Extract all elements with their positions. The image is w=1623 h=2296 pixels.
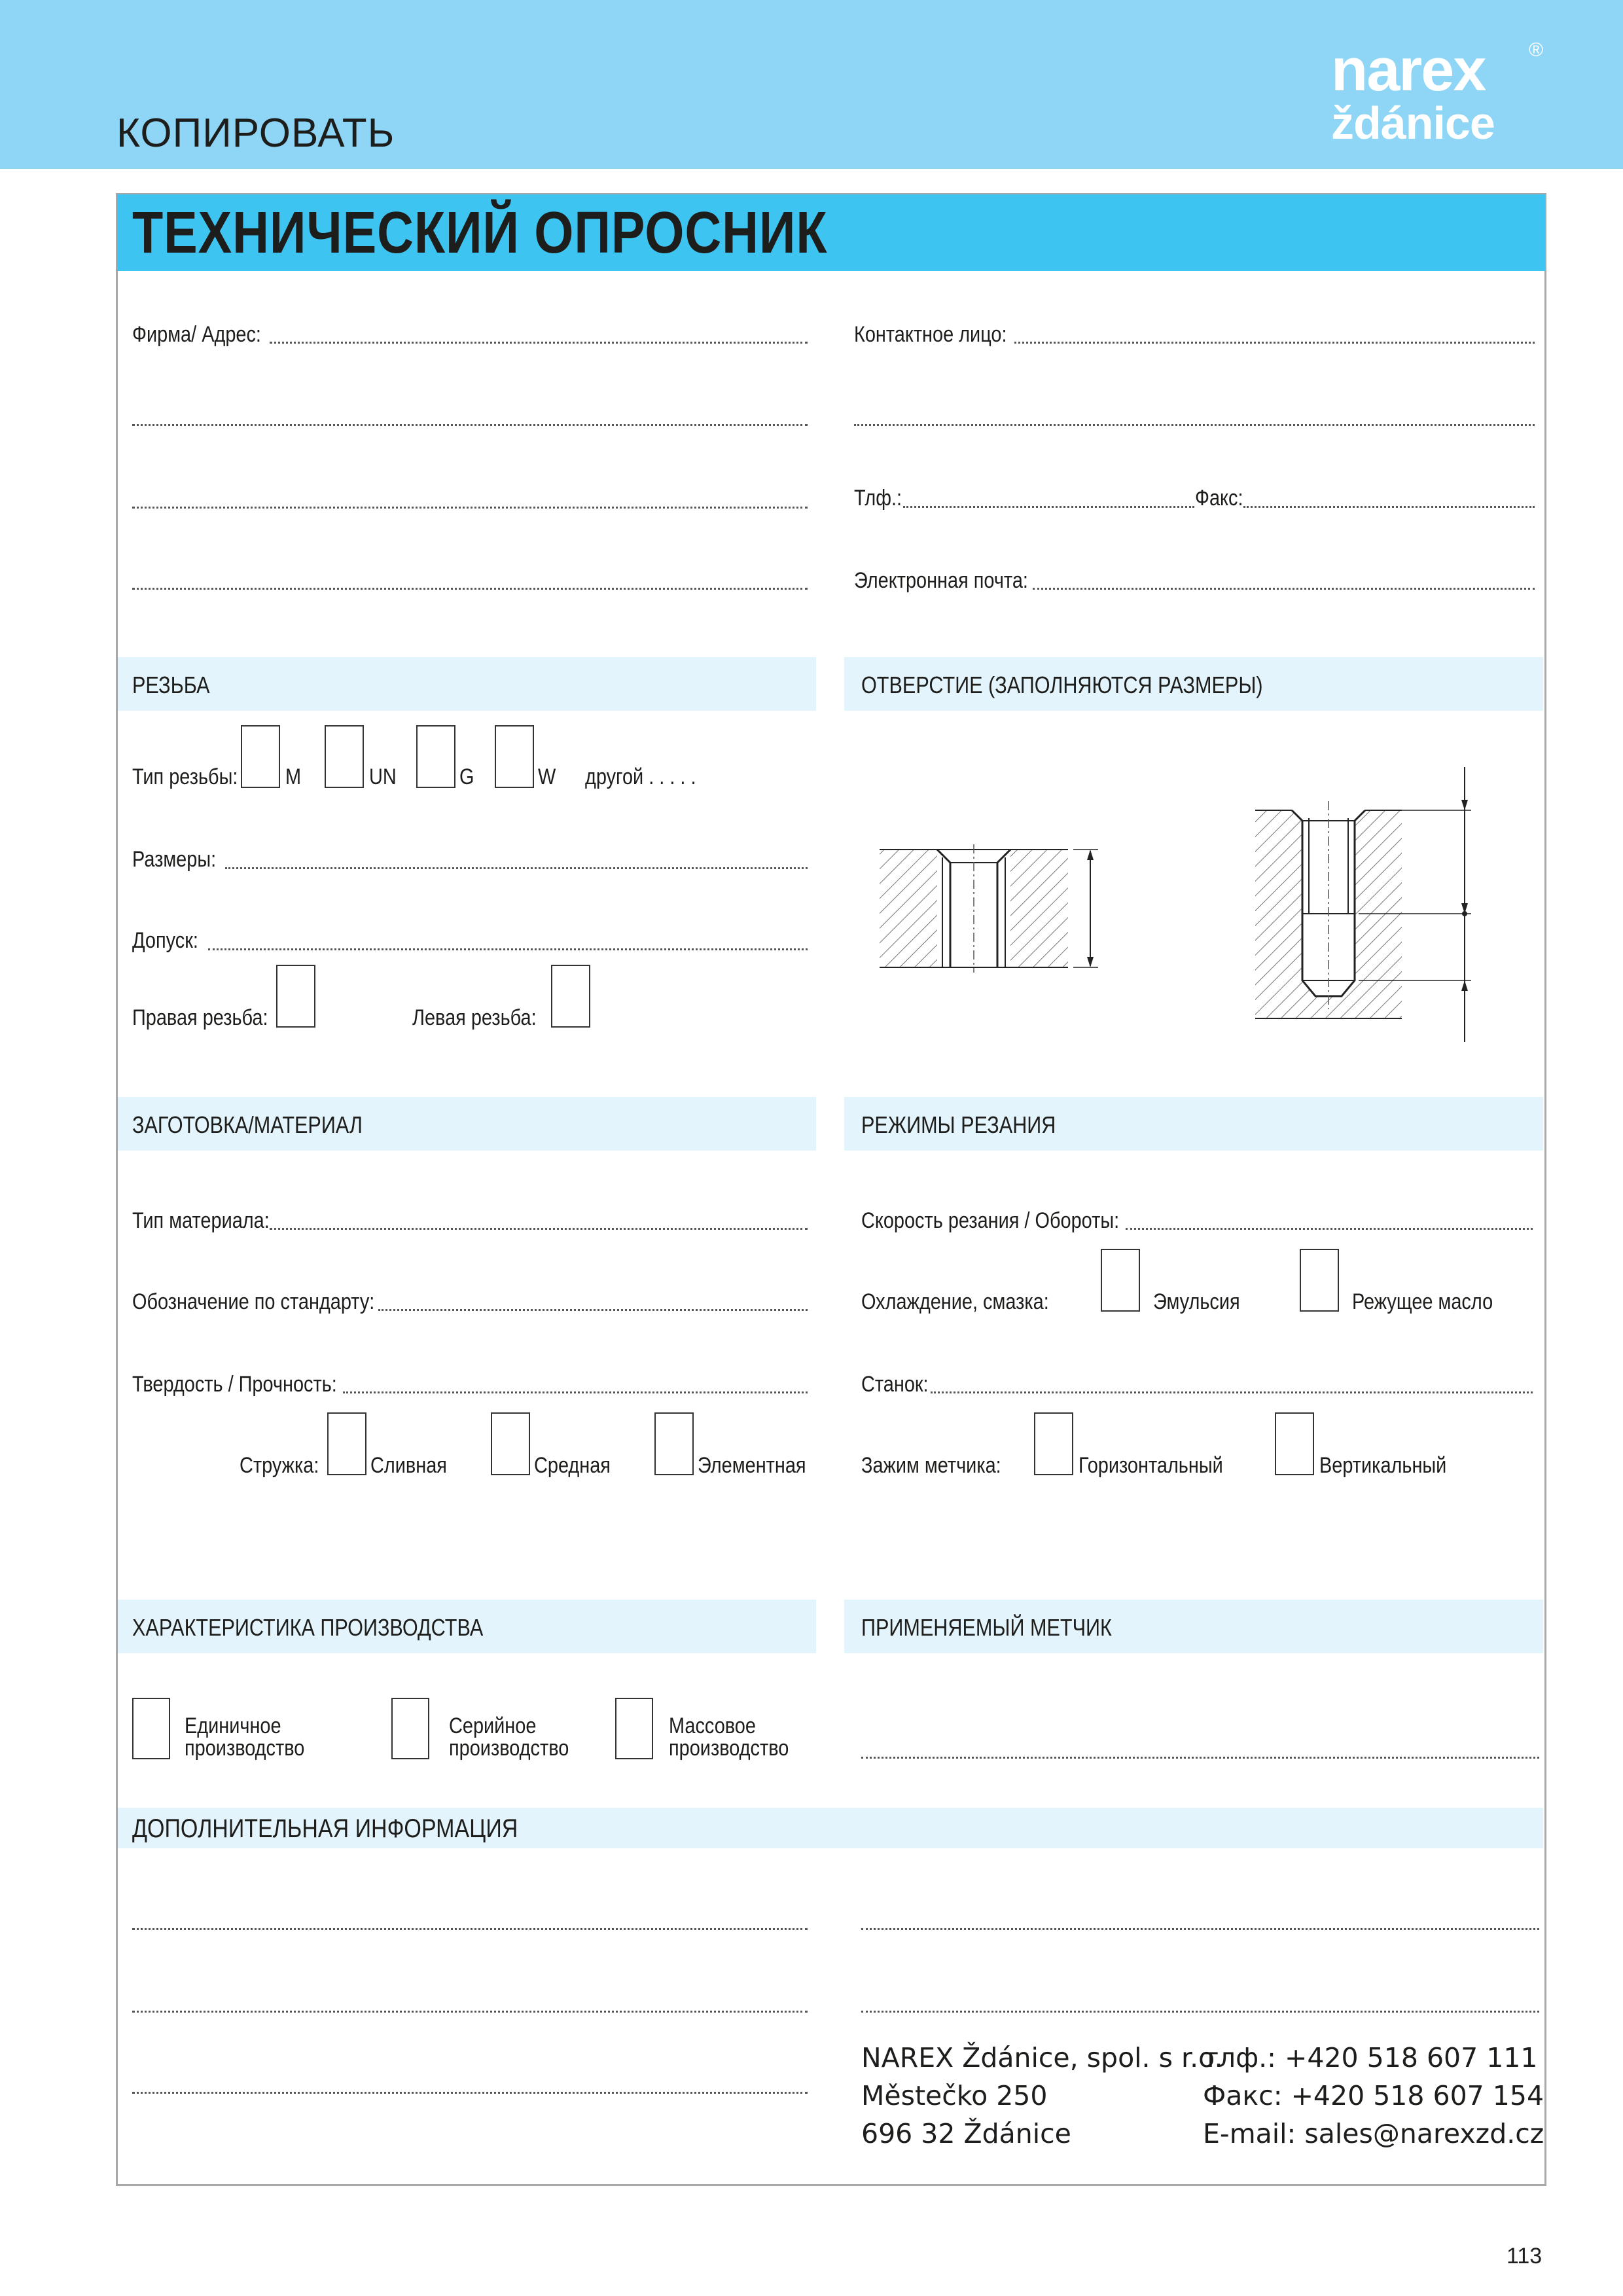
questionnaire-frame [116,193,1546,2186]
sizes-label: Размеры: [132,847,217,872]
address-line-2[interactable] [132,507,808,509]
blind-hole-drawing [1243,759,1479,1047]
cooling-label: Охлаждение, смазка: [861,1289,1049,1314]
material-type-label: Тип материала: [132,1208,270,1233]
chip-medium-label: Средная [534,1453,611,1478]
hole-section-title: ОТВЕРСТИЕ (ЗАПОЛНЯЮТСЯ РАЗМЕРЫ) [861,672,1263,698]
tolerance-field[interactable] [208,948,808,950]
production-single-line1: Единичное [185,1713,281,1738]
contact-person-line-2[interactable] [854,424,1535,426]
left-thread-label: Левая резьба: [412,1005,537,1030]
company-field[interactable] [270,342,808,344]
cooling-emulsion-label: Эмульсия [1153,1289,1240,1314]
production-mass-checkbox[interactable] [615,1698,653,1759]
production-serial-checkbox[interactable] [391,1698,429,1759]
hardness-field[interactable] [343,1391,808,1393]
logo-word-narex: narex [1331,37,1486,103]
production-mass-line2: производство [669,1736,789,1761]
cutting-section-title: РЕЖИМЫ РЕЗАНИЯ [861,1111,1056,1138]
standard-label: Обозначение по стандарту: [132,1289,375,1314]
thread-type-other-label: другой . . . . . [585,764,696,789]
footer-email[interactable]: E-mail: sales@narexzd.cz [1203,2118,1544,2149]
material-section-title: ЗАГОТОВКА/МАТЕРИАЛ [132,1111,363,1138]
machine-field[interactable] [931,1391,1533,1393]
additional-right-line-2[interactable] [861,2011,1539,2013]
thread-type-m-label: M [285,764,302,789]
hardness-label: Твердость / Прочность: [132,1372,337,1397]
production-serial-line1: Серийное [449,1713,537,1738]
thread-type-g-checkbox[interactable] [416,725,455,788]
cutting-speed-field[interactable] [1126,1228,1533,1230]
material-type-field[interactable] [270,1228,808,1230]
email-label: Электронная почта: [854,568,1028,593]
fax-label: Факс: [1195,486,1243,511]
thread-section-title: РЕЗЬБА [132,672,210,698]
page-title: ТЕХНИЧЕСКИЙ ОПРОСНИК [132,200,828,266]
cooling-oil-checkbox[interactable] [1300,1249,1339,1312]
standard-field[interactable] [378,1309,808,1311]
chip-segmented-label: Элементная [698,1453,806,1478]
thread-type-label: Тип резьбы: [132,764,238,789]
chip-continuous-label: Сливная [370,1453,447,1478]
production-serial-line2: производство [449,1736,569,1761]
footer-company: NAREX Ždánice, spol. s r.o. [861,2042,1223,2073]
copy-label: КОПИРОВАТЬ [116,111,395,156]
additional-right-line-1[interactable] [861,1928,1539,1930]
chip-label: Стружка: [240,1453,319,1478]
thread-type-g-label: G [459,764,474,789]
right-thread-label: Правая резьба: [132,1005,268,1030]
chip-medium-checkbox[interactable] [491,1412,530,1475]
company-label: Фирма/ Адрес: [132,322,261,347]
left-thread-checkbox[interactable] [551,965,590,1028]
additional-section-title: ДОПОЛНИТЕЛЬНАЯ ИНФОРМАЦИЯ [132,1814,518,1843]
right-thread-checkbox[interactable] [276,965,315,1028]
footer-city: 696 32 Ždánice [861,2118,1071,2149]
tap-field[interactable] [861,1757,1539,1759]
page-number: 113 [1507,2244,1543,2269]
clamp-vertical-label: Вертикальный [1319,1453,1447,1478]
thread-section-band [118,657,816,711]
contact-person-field[interactable] [1014,342,1535,344]
additional-left-line-3[interactable] [132,2092,808,2094]
footer-phone: тлф.: +420 518 607 111 [1203,2042,1538,2073]
cooling-emulsion-checkbox[interactable] [1101,1249,1140,1312]
clamp-horizontal-label: Горизонтальный [1079,1453,1223,1478]
thread-type-un-checkbox[interactable] [325,725,364,788]
footer-street: Městečko 250 [861,2080,1048,2111]
thread-type-w-checkbox[interactable] [495,725,534,788]
production-mass-line1: Массовое [669,1713,756,1738]
machine-label: Станок: [861,1372,929,1397]
chip-segmented-checkbox[interactable] [654,1412,694,1475]
address-line-3[interactable] [132,588,808,590]
narex-logo [1329,34,1551,152]
registered-mark: ® [1529,39,1544,61]
tap-clamp-label: Зажим метчика: [861,1453,1001,1478]
address-line-1[interactable] [132,424,808,426]
tolerance-label: Допуск: [132,928,198,953]
through-hole-drawing [870,759,1106,975]
thread-type-w-label: W [538,764,556,789]
sizes-field[interactable] [225,867,808,869]
additional-left-line-2[interactable] [132,2011,808,2013]
fax-field[interactable] [1243,506,1535,508]
clamp-vertical-checkbox[interactable] [1275,1412,1314,1475]
phone-label: Тлф.: [854,486,902,511]
contact-person-label: Контактное лицо: [854,322,1007,347]
footer-fax: Факс: +420 518 607 154 [1203,2080,1544,2111]
email-field[interactable] [1033,588,1535,590]
logo-word-zdanice: ždánice [1331,98,1495,149]
chip-continuous-checkbox[interactable] [327,1412,366,1475]
cutting-speed-label: Скорость резания / Обороты: [861,1208,1120,1233]
thread-type-un-label: UN [369,764,397,789]
additional-left-line-1[interactable] [132,1928,808,1930]
tap-section-title: ПРИМЕНЯЕМЫЙ МЕТЧИК [861,1614,1112,1641]
thread-type-m-checkbox[interactable] [241,725,280,788]
production-single-checkbox[interactable] [132,1698,170,1759]
production-section-title: ХАРАКТЕРИСТИКА ПРОИЗВОДСТВА [132,1614,484,1641]
phone-field[interactable] [903,506,1194,508]
production-single-line2: производство [185,1736,305,1761]
cooling-oil-label: Режущее масло [1352,1289,1493,1314]
clamp-horizontal-checkbox[interactable] [1034,1412,1073,1475]
